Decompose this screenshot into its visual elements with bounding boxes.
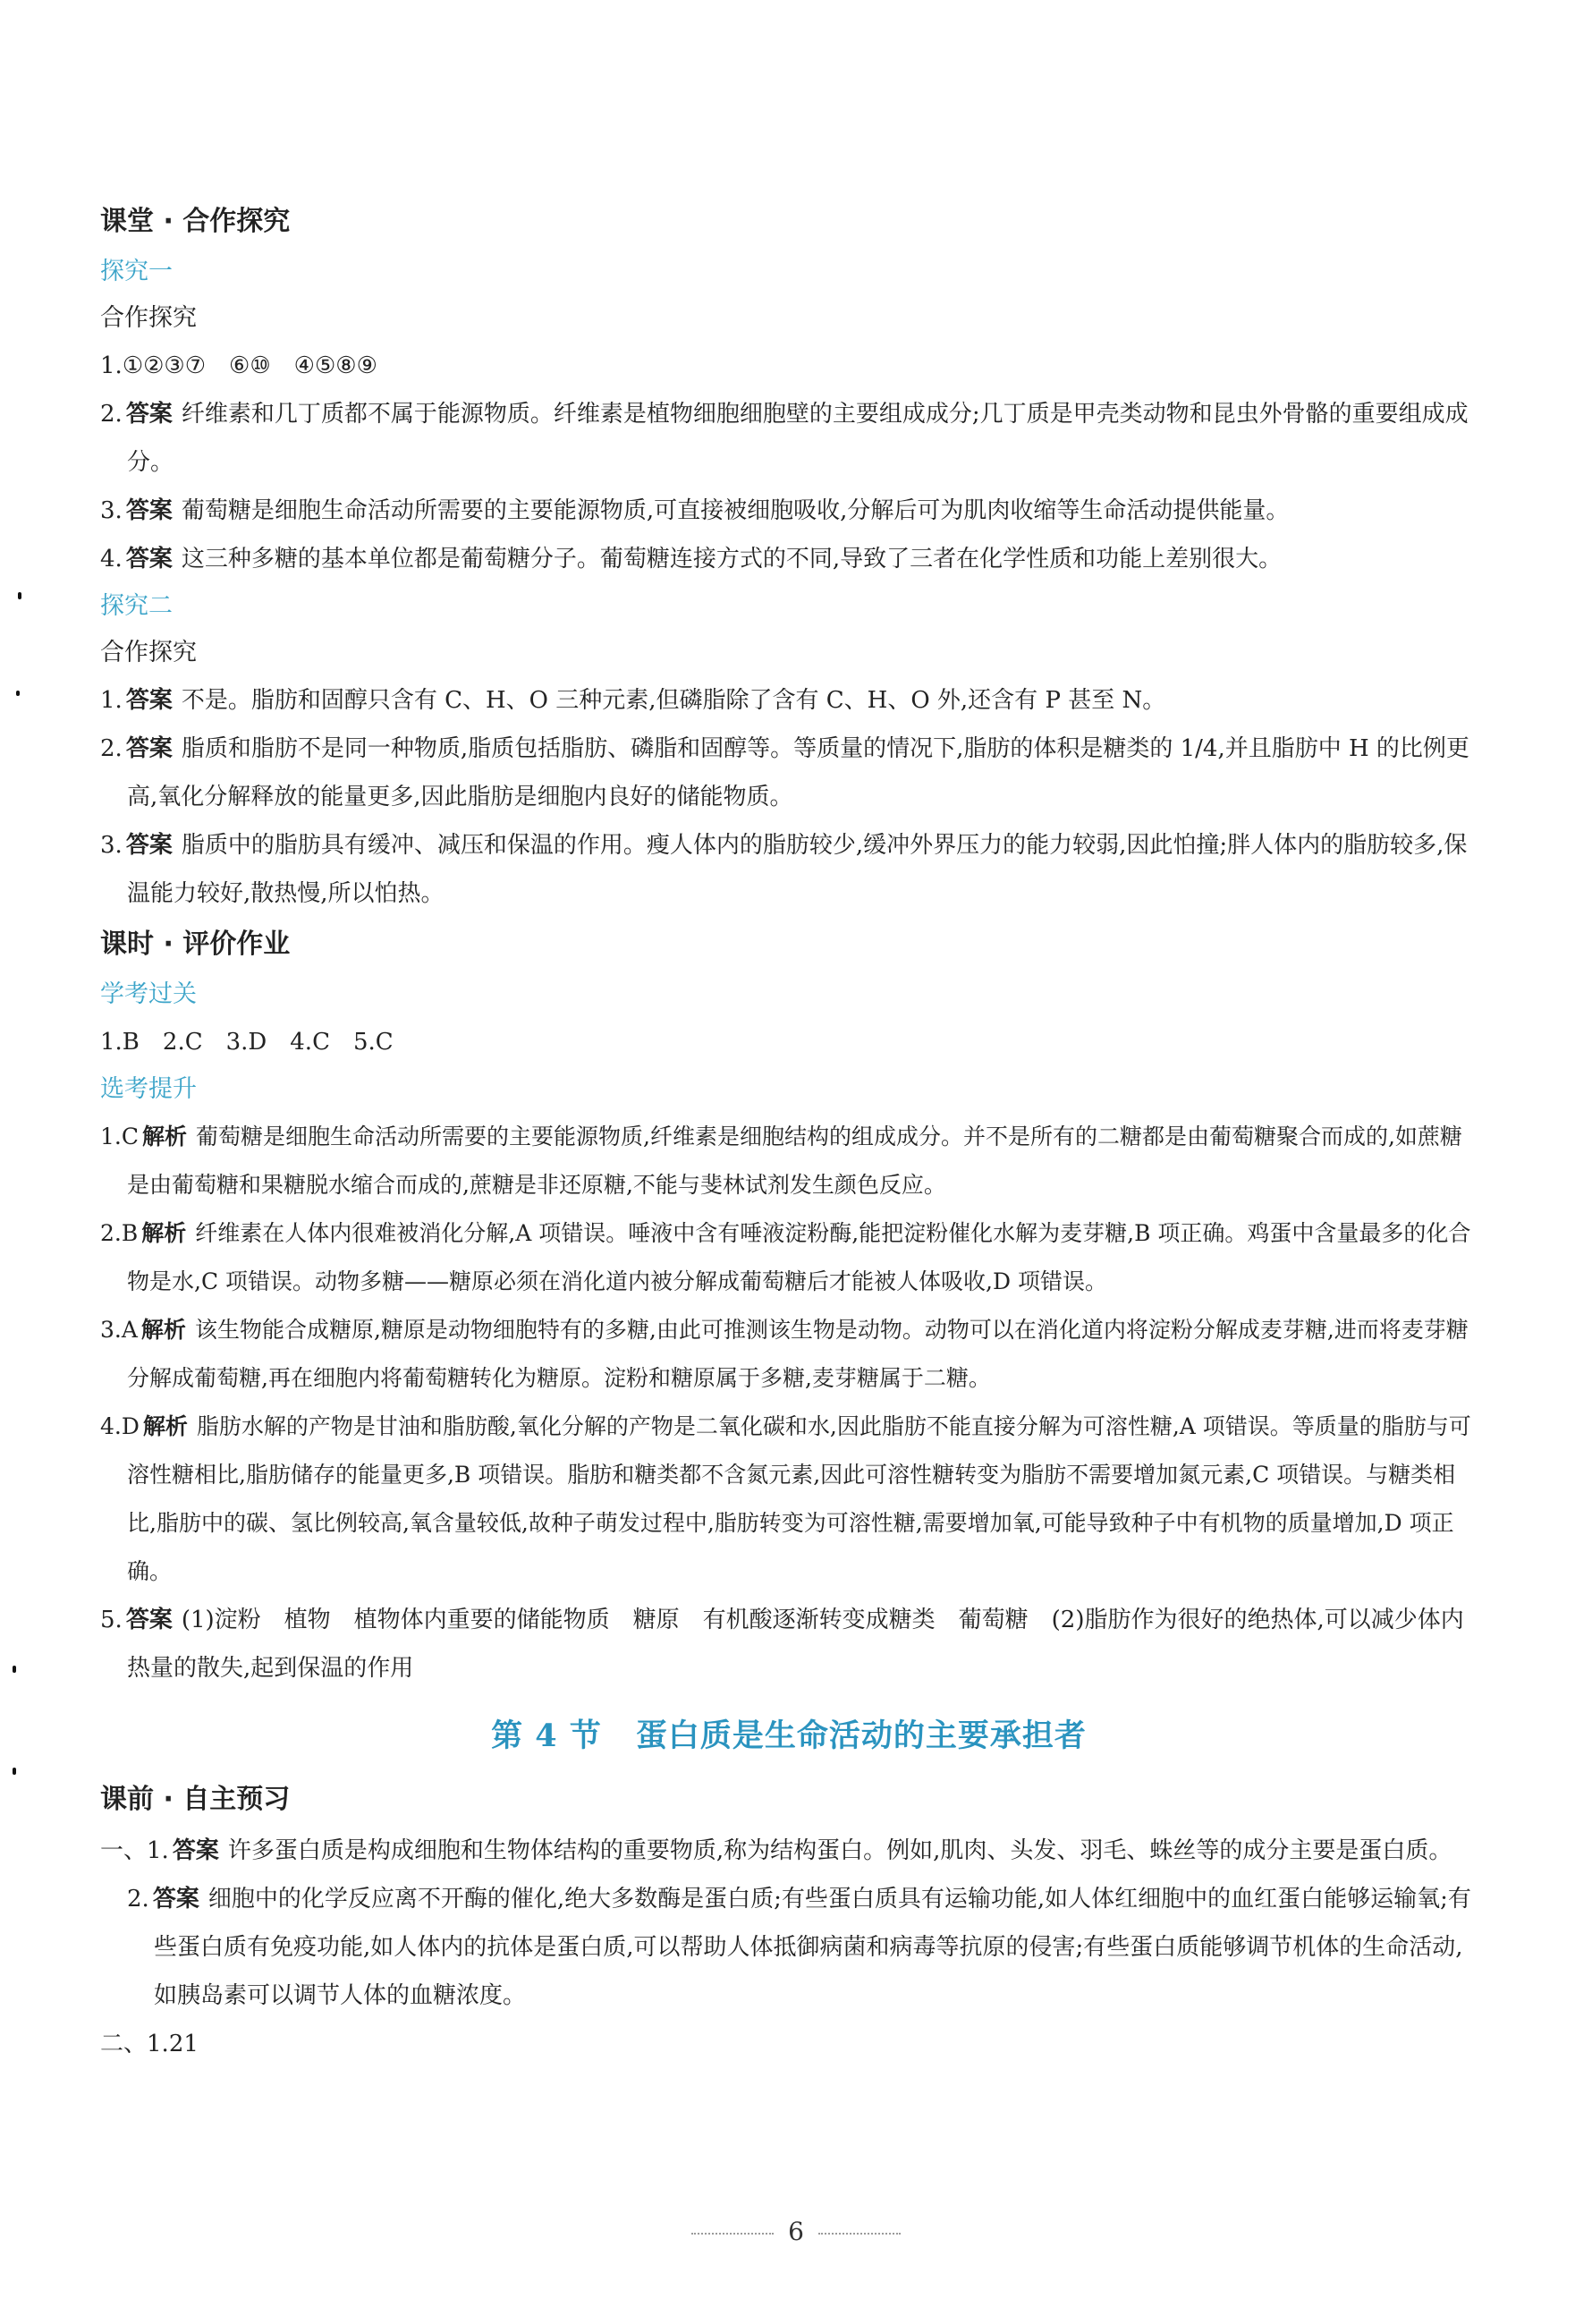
item-text: 不是。脂肪和固醇只含有 C、H、O 三种元素,但磷脂除了含有 C、H、O 外,还含有 P 甚至 N。: [181, 687, 1166, 714]
item-number: 2.: [127, 1886, 149, 1913]
answer-item: [100, 1827, 1478, 1875]
answer-keyword: 答案: [125, 497, 173, 524]
answer-keyword: 答案: [125, 832, 173, 859]
item-number: 4.D: [100, 1413, 140, 1439]
section-title: 课时 · 评价作业: [100, 929, 291, 960]
section-title: 课前 · 自主预习: [100, 1784, 291, 1815]
subsection-label: 探究二: [100, 592, 173, 620]
item-number: 3.: [100, 832, 123, 859]
content: [100, 195, 1478, 2068]
item-number: 5.: [100, 1607, 123, 1633]
footer-rule-left: [691, 2233, 774, 2235]
item-text: 纤维素在人体内很难被消化分解,A 项错误。唾液中含有唾液淀粉酶,能把淀粉催化水解为麦芽糖,B 项正确。鸡蛋中含量最多的化合物是水,C 项错误。动物多糖——糖原必须在消化道内被分解成葡萄糖后才能被人体吸收,D 项错误。: [127, 1220, 1471, 1294]
section-title: 课堂 · 合作探究: [100, 206, 291, 237]
item-number: 3.: [100, 497, 123, 524]
item-number: 3.A: [100, 1317, 138, 1343]
analysis-item: [100, 1306, 1478, 1403]
item-text: 该生物能合成糖原,糖原是动物细胞特有的多糖,由此可推测该生物是动物。动物可以在消化道内将淀粉分解成麦芽糖,进而将麦芽糖分解成葡萄糖,再在细胞内将葡萄糖转化为糖原。淀粉和糖原属于多糖,麦芽糖属于二糖。: [127, 1317, 1469, 1391]
subsection-label: 选考提升: [100, 1075, 197, 1103]
item-number: 2.: [100, 735, 123, 762]
page-footer: [0, 2217, 1592, 2246]
answer-item: [100, 725, 1478, 821]
item-text: 脂质中的脂肪具有缓冲、减压和保温的作用。瘦人体内的脂肪较少,缓冲外界压力的能力较弱,因此怕撞;胖人体内的脂肪较多,保温能力较好,散热慢,所以怕热。: [127, 832, 1468, 907]
answer-item: [100, 1596, 1478, 1692]
answer-keyword: 答案: [125, 1607, 173, 1633]
analysis-keyword: 解析: [142, 1413, 188, 1439]
answer-item: [100, 2020, 1478, 2068]
analysis-item: [100, 1403, 1478, 1596]
item-number: 2.: [100, 401, 123, 428]
analysis-item: [100, 1113, 1478, 1209]
answer-keyword: 答案: [125, 401, 173, 428]
analysis-item: [100, 1209, 1478, 1306]
answer-keyword: 答案: [152, 1886, 199, 1913]
item-text: 脂质和脂肪不是同一种物质,脂质包括脂肪、磷脂和固醇等。等质量的情况下,脂肪的体积是糖类的 1/4,并且脂肪中 H 的比例更高,氧化分解释放的能量更多,因此脂肪是细胞内良好的储能物质。: [127, 735, 1469, 810]
analysis-keyword: 解析: [140, 1317, 186, 1343]
analysis-keyword: 解析: [141, 1220, 187, 1246]
scan-speck: [16, 691, 20, 696]
item-text: 这三种多糖的基本单位都是葡萄糖分子。葡萄糖连接方式的不同,导致了三者在化学性质和功能上差别很大。: [181, 546, 1283, 573]
item-number: 1.: [100, 352, 123, 379]
item-text: 21: [168, 2031, 199, 2057]
answer-item: [100, 390, 1478, 487]
answer-item: [127, 1875, 1478, 2020]
item-number: 2.B: [100, 1220, 139, 1246]
footer-rule-right: [818, 2233, 901, 2235]
answer-item: [100, 342, 1478, 390]
item-text: 脂肪水解的产物是甘油和脂肪酸,氧化分解的产物是二氧化碳和水,因此脂肪不能直接分解为可溶性糖,A 项错误。等质量的脂肪与可溶性糖相比,脂肪储存的能量更多,B 项错误。脂肪和糖类都不含氮元素,因此可溶性糖转变为脂肪不需要增加氮元素,C 项错误。与糖类相比,脂肪中的碳、氢比例较高,氧含量较低,故种子萌发过程中,脂肪转变为可溶性糖,需要增加氧,可能导致种子中有机物的质量增加,D 项正确。: [127, 1413, 1471, 1584]
subheading: 合作探究: [100, 639, 197, 666]
item-number: 4.: [100, 546, 123, 573]
item-text: 许多蛋白质是构成细胞和生物体结构的重要物质,称为结构蛋白。例如,肌肉、头发、羽毛、蛛丝等的成分主要是蛋白质。: [227, 1837, 1452, 1864]
answer-item: [100, 676, 1478, 725]
item-text: (1)淀粉 植物 植物体内重要的储能物质 糖原 有机酸逐渐转变成糖类 葡萄糖 (2)脂肪作为很好的绝热体,可以减少体内热量的散失,起到保温的作用: [127, 1607, 1464, 1682]
item-number: 1.C: [100, 1124, 139, 1149]
answer-item: [100, 821, 1478, 918]
answer-item: [100, 535, 1478, 583]
answer-item: [100, 487, 1478, 535]
answer-keyword: 答案: [172, 1837, 219, 1864]
scan-speck: [18, 592, 21, 599]
scan-speck: [13, 1768, 16, 1775]
item-text: 纤维素和几丁质都不属于能源物质。纤维素是植物细胞细胞壁的主要组成成分;几丁质是甲壳类动物和昆虫外骨骼的重要组成成分。: [127, 401, 1469, 476]
item-text: 葡萄糖是细胞生命活动所需要的主要能源物质,可直接被细胞吸收,分解后可为肌肉收缩等生命活动提供能量。: [181, 497, 1290, 524]
item-number: 二、1.: [100, 2031, 169, 2057]
answer-list: 1.B 2.C 3.D 4.C 5.C: [100, 1029, 394, 1056]
chapter-title: 蛋白质是生命活动的主要承担者: [635, 1718, 1087, 1754]
item-text: 葡萄糖是细胞生命活动所需要的主要能源物质,纤维素是细胞结构的组成成分。并不是所有的二糖都是由葡萄糖聚合而成的,如蔗糖是由葡萄糖和果糖脱水缩合而成的,蔗糖是非还原糖,不能与斐林试剂发生颜色反应。: [127, 1124, 1462, 1198]
analysis-keyword: 解析: [141, 1124, 187, 1149]
item-number: 一、1.: [100, 1837, 169, 1864]
answer-keyword: 答案: [125, 546, 173, 573]
answer-keyword: 答案: [125, 687, 173, 714]
subsection-label: 学考过关: [100, 980, 197, 1008]
item-number: 1.: [100, 687, 123, 714]
item-text: 细胞中的化学反应离不开酶的催化,绝大多数酶是蛋白质;有些蛋白质具有运输功能,如人体红细胞中的血红蛋白能够运输氧;有些蛋白质有免疫功能,如人体内的抗体是蛋白质,可以帮助人体抵御病菌和病毒等抗原的侵害;有些蛋白质能够调节机体的生命活动,如胰岛素可以调节人体的血糖浓度。: [154, 1886, 1471, 2009]
answer-keyword: 答案: [125, 735, 173, 762]
chapter-number: 第 4 节: [491, 1718, 602, 1754]
chapter-heading: [100, 1696, 1478, 1777]
subheading: 合作探究: [100, 304, 197, 332]
scan-speck: [13, 1666, 16, 1673]
item-text: ①②③⑦ ⑥⑩ ④⑤⑧⑨: [122, 352, 377, 379]
subsection-label: 探究一: [100, 258, 173, 285]
page-number: 6: [788, 2217, 804, 2246]
